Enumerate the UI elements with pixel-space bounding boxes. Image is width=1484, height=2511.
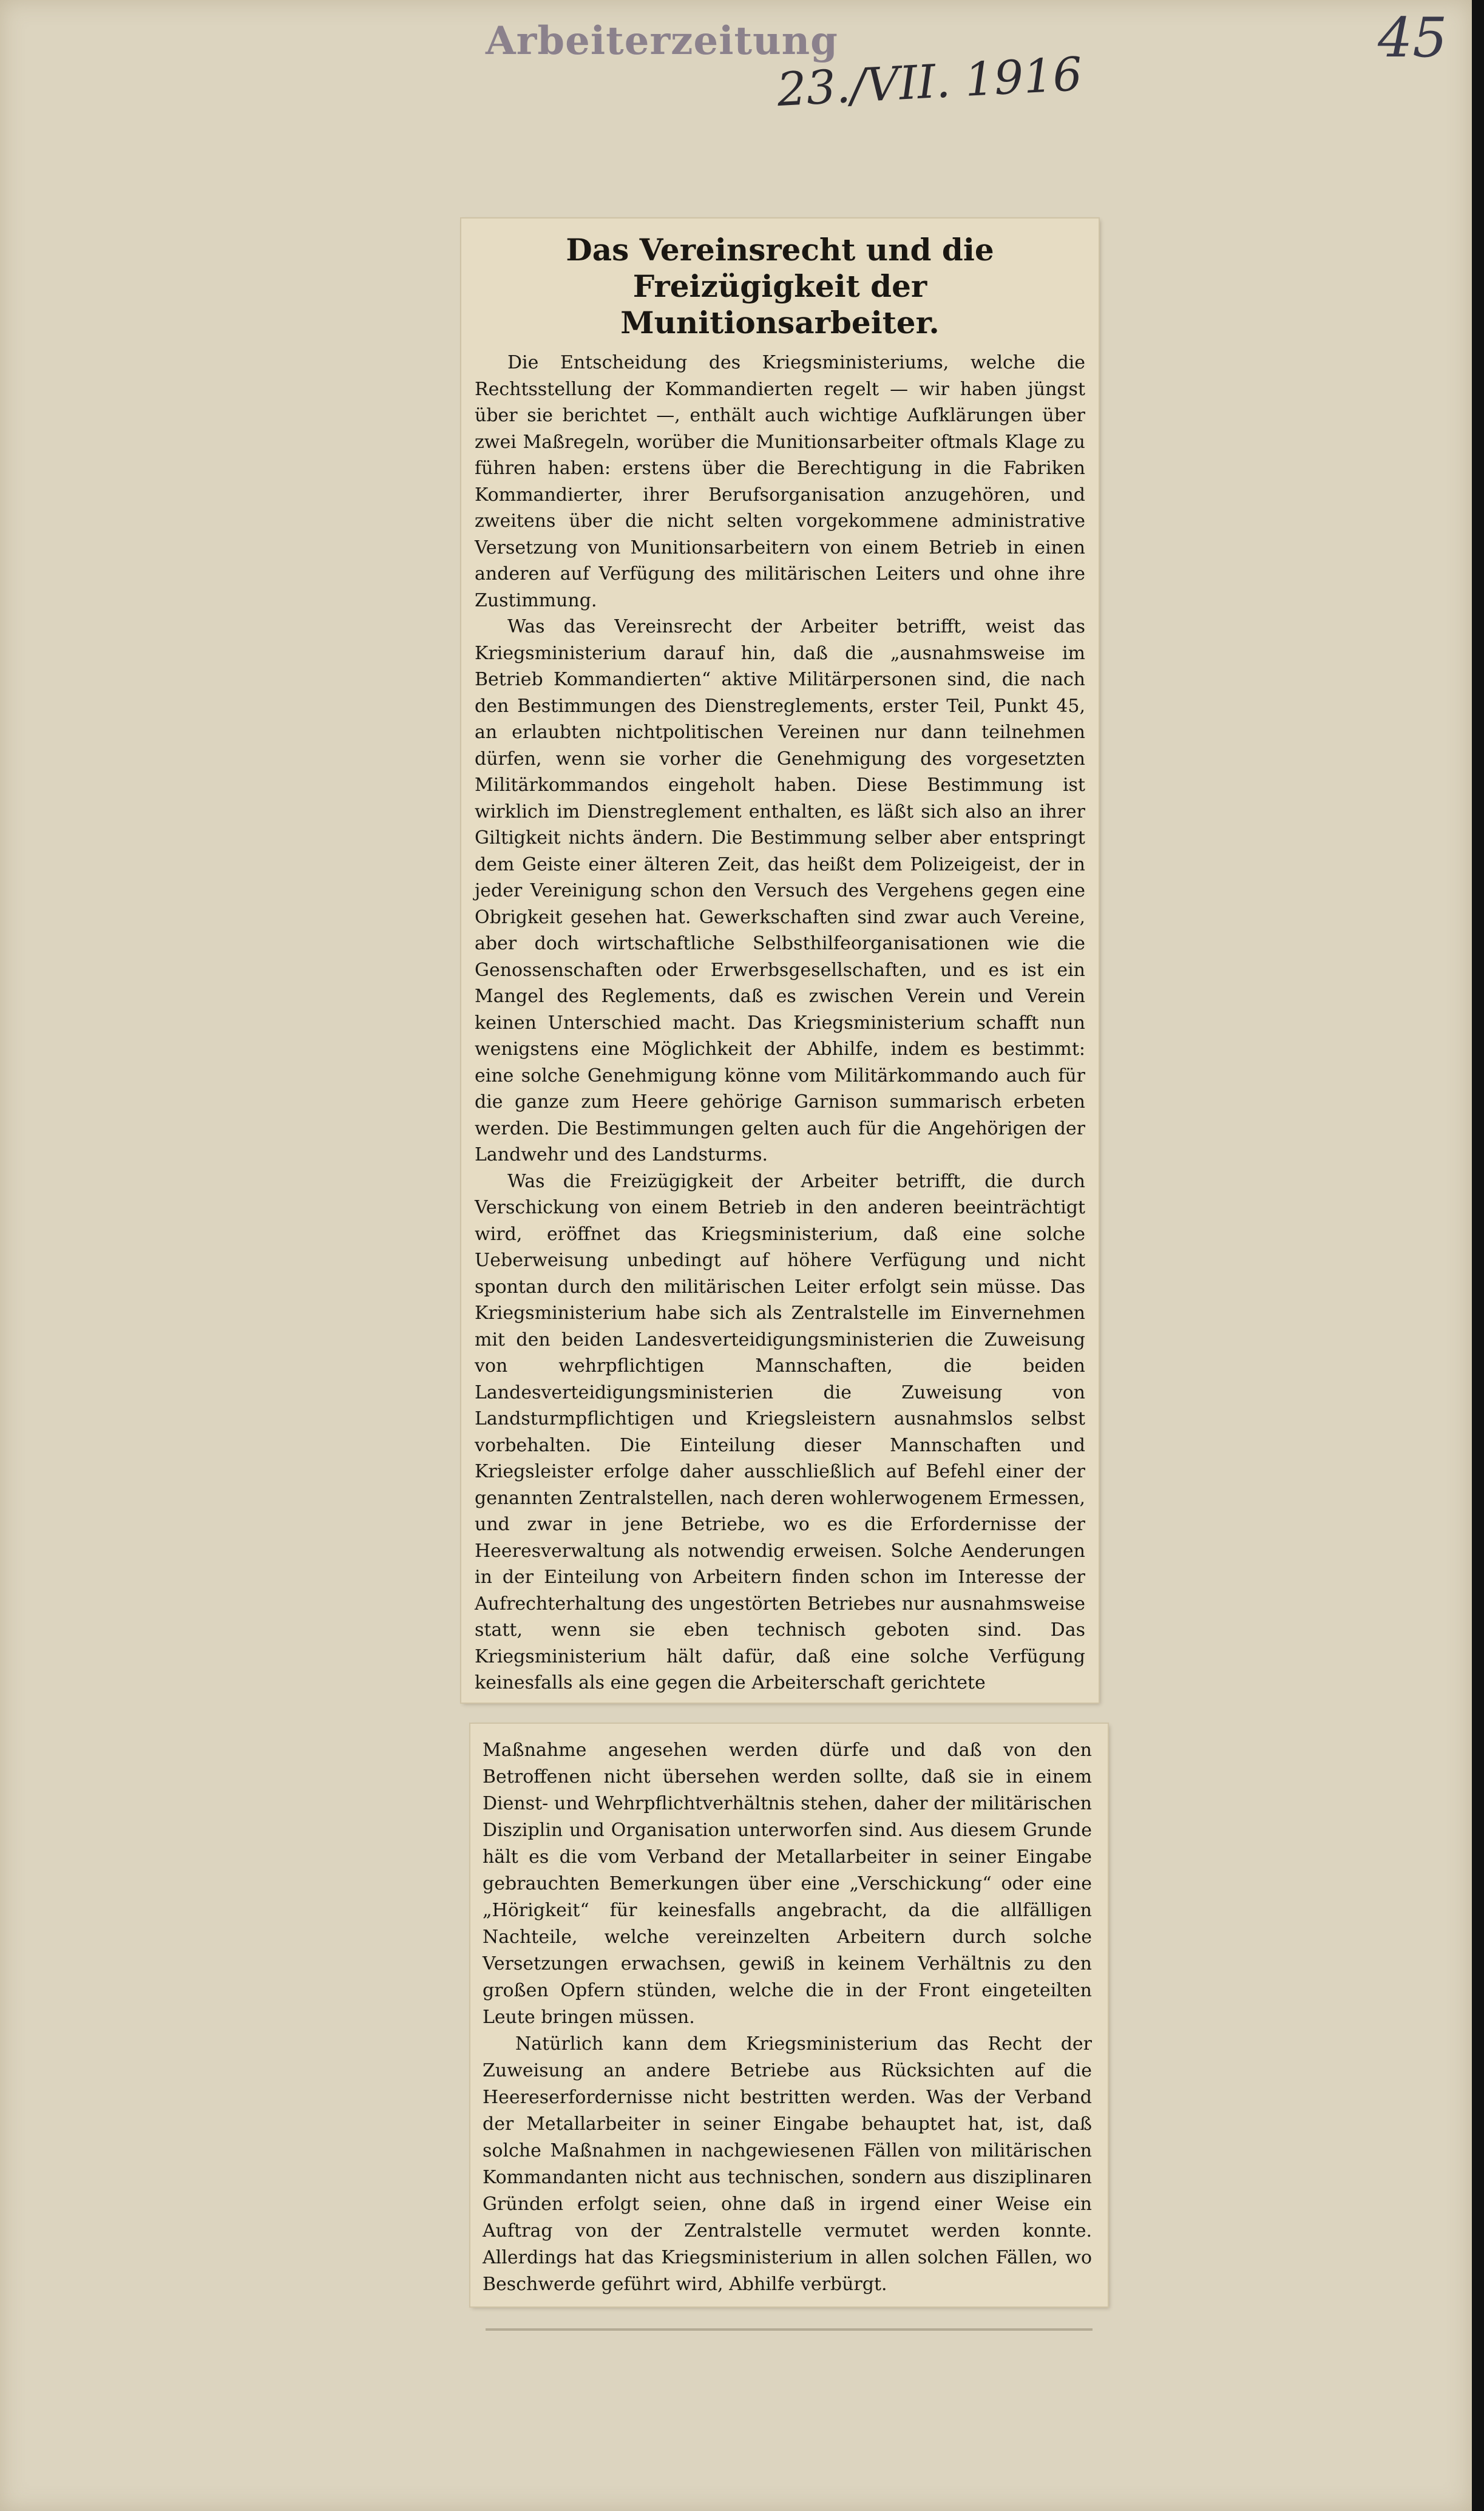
newspaper-clipping-continuation <box>470 1724 1108 2306</box>
newspaper-clipping-main <box>461 219 1099 1703</box>
article-paragraph: Maßnahme angesehen werden dürfe und daß von den Betroffenen nicht übersehen werden sollte, daß sie in einem Dienst- und Wehrpflichtverhältnis stehen, daher der militärischen Disziplin und Organisation unterworfen sind. Aus diesem Grunde hält es die vom Verband der Metallarbeiter in seiner Eingabe gebrauchten Bemerkungen über eine „Verschickung“ oder eine „Hörigkeit“ für keinesfalls angebracht, da die allfälligen Nachteile, welche vereinzelten Arbeitern durch solche Versetzungen erwachsen, gewiß in keinem Verhältnis zu den großen Opfern stünden, welche die in der Front eingeteilten Leute bringen müssen. <box>483 1740 1092 2028</box>
handwritten-date: 23./VII. 1916 <box>776 46 1084 117</box>
scan-border <box>1472 0 1484 2511</box>
page-number: 45 <box>1378 6 1448 70</box>
article-title: Das Vereinsrecht und die Freizügigkeit der Munitionsarbeiter. <box>566 232 994 341</box>
clipping-edge-line <box>486 2328 1093 2331</box>
article-paragraph: Natürlich kann dem Kriegsministerium das Recht der Zuweisung an andere Betriebe aus Rücksichten auf die Heereserfordernisse nicht bestritten werden. Was der Verband der Metallarbeiter in seiner Eingabe behauptet hat, ist, daß solche Maßnahmen in nachgewiesenen Fällen von militärischen Kommandanten nicht aus technischen, sondern aus disziplinaren Gründen erfolgt seien, ohne daß in irgend einer Weise ein Auftrag von der Zentralstelle vermutet werden konnte. Allerdings hat das Kriegsministerium in allen solchen Fällen, wo Beschwerde geführt wird, Abhilfe verbürgt. <box>483 2033 1092 2295</box>
article-paragraph: Die Entscheidung des Kriegsministeriums, welche die Rechtsstellung der Kommandierten regelt — wir haben jüngst über sie berichtet —, enthält auch wichtige Aufklärungen über zwei Maßregeln, worüber die Munitionsarbeiter oftmals Klage zu führen haben: erstens über die Berechtigung in die Fabriken Kommandierter, ihrer Berufsorganisation anzugehören, und zweitens über die nicht selten vorgekommene administrative Versetzung von Munitionsarbeitern von einem Betrieb in einen anderen auf Verfügung des militärischen Leiters und ohne ihre Zustimmung. <box>475 352 1085 611</box>
newspaper-stamp: Arbeiterzeitung <box>486 18 838 64</box>
article-paragraph: Was die Freizügigkeit der Arbeiter betrifft, die durch Verschickung von einem Betrieb in den anderen beeinträchtigt wird, eröffnet das Kriegsministerium, daß eine solche Ueberweisung unbedingt auf höhere Verfügung und nicht spontan durch den militärischen Leiter erfolgt sein müsse. Das Kriegsministerium habe sich als Zentralstelle im Einvernehmen mit den beiden Landesverteidigungsministerien die Zuweisung von wehrpflichtigen Mannschaften, die beiden Landesverteidigungsministerien die Zuweisung von Landsturmpflichtigen und Kriegsleistern ausnahmslos selbst vorbehalten. Die Einteilung dieser Mannschaften und Kriegsleister erfolge daher ausschließlich auf Befehl einer der genannten Zentralstellen, nach deren wohlerwogenem Ermessen, und zwar in jene Betriebe, wo es die Erfordernisse der Heeresverwaltung als notwendig erweisen. Solche Aenderungen in der Einteilung von Arbeitern finden schon im Interesse der Aufrechterhaltung des ungestörten Betriebes nur ausnahmsweise statt, wenn sie eben technisch geboten sind. Das Kriegsministerium hält dafür, daß eine solche Verfügung keinesfalls als eine gegen die Arbeiterschaft gerichtete <box>475 1170 1085 1693</box>
article-paragraph: Was das Vereinsrecht der Arbeiter betrifft, weist das Kriegsministerium darauf hin, daß die „ausnahmsweise im Betrieb Kommandierten“ aktive Militärpersonen sind, die nach den Bestimmungen des Dienstreglements, erster Teil, Punkt 45, an erlaubten nichtpolitischen Vereinen nur dann teilnehmen dürfen, wenn sie vorher die Genehmigung des vorgesetzten Militärkommandos eingeholt haben. Diese Bestimmung ist wirklich im Dienstreglement enthalten, es läßt sich also an ihrer Giltigkeit nichts ändern. Die Bestimmung selber aber entspringt dem Geiste einer älteren Zeit, das heißt dem Polizeigeist, der in jeder Vereinigung schon den Versuch des Vergehens gegen eine Obrigkeit gesehen hat. Gewerkschaften sind zwar auch Vereine, aber doch wirtschaftliche Selbsthilfeorganisationen wie die Genossenschaften oder Erwerbsgesellschaften, und es ist ein Mangel des Reglements, daß es zwischen Verein und Verein keinen Unterschied macht. Das Kriegsministerium schafft nun wenigstens eine Möglichkeit der Abhilfe, indem es bestimmt: eine solche Genehmigung könne vom Militärkommando auch für die ganze zum Heere gehörige Garnison summarisch erbeten werden. Die Bestimmungen gelten auch für die Angehörigen der Landwehr und des Landsturms. <box>475 616 1085 1165</box>
